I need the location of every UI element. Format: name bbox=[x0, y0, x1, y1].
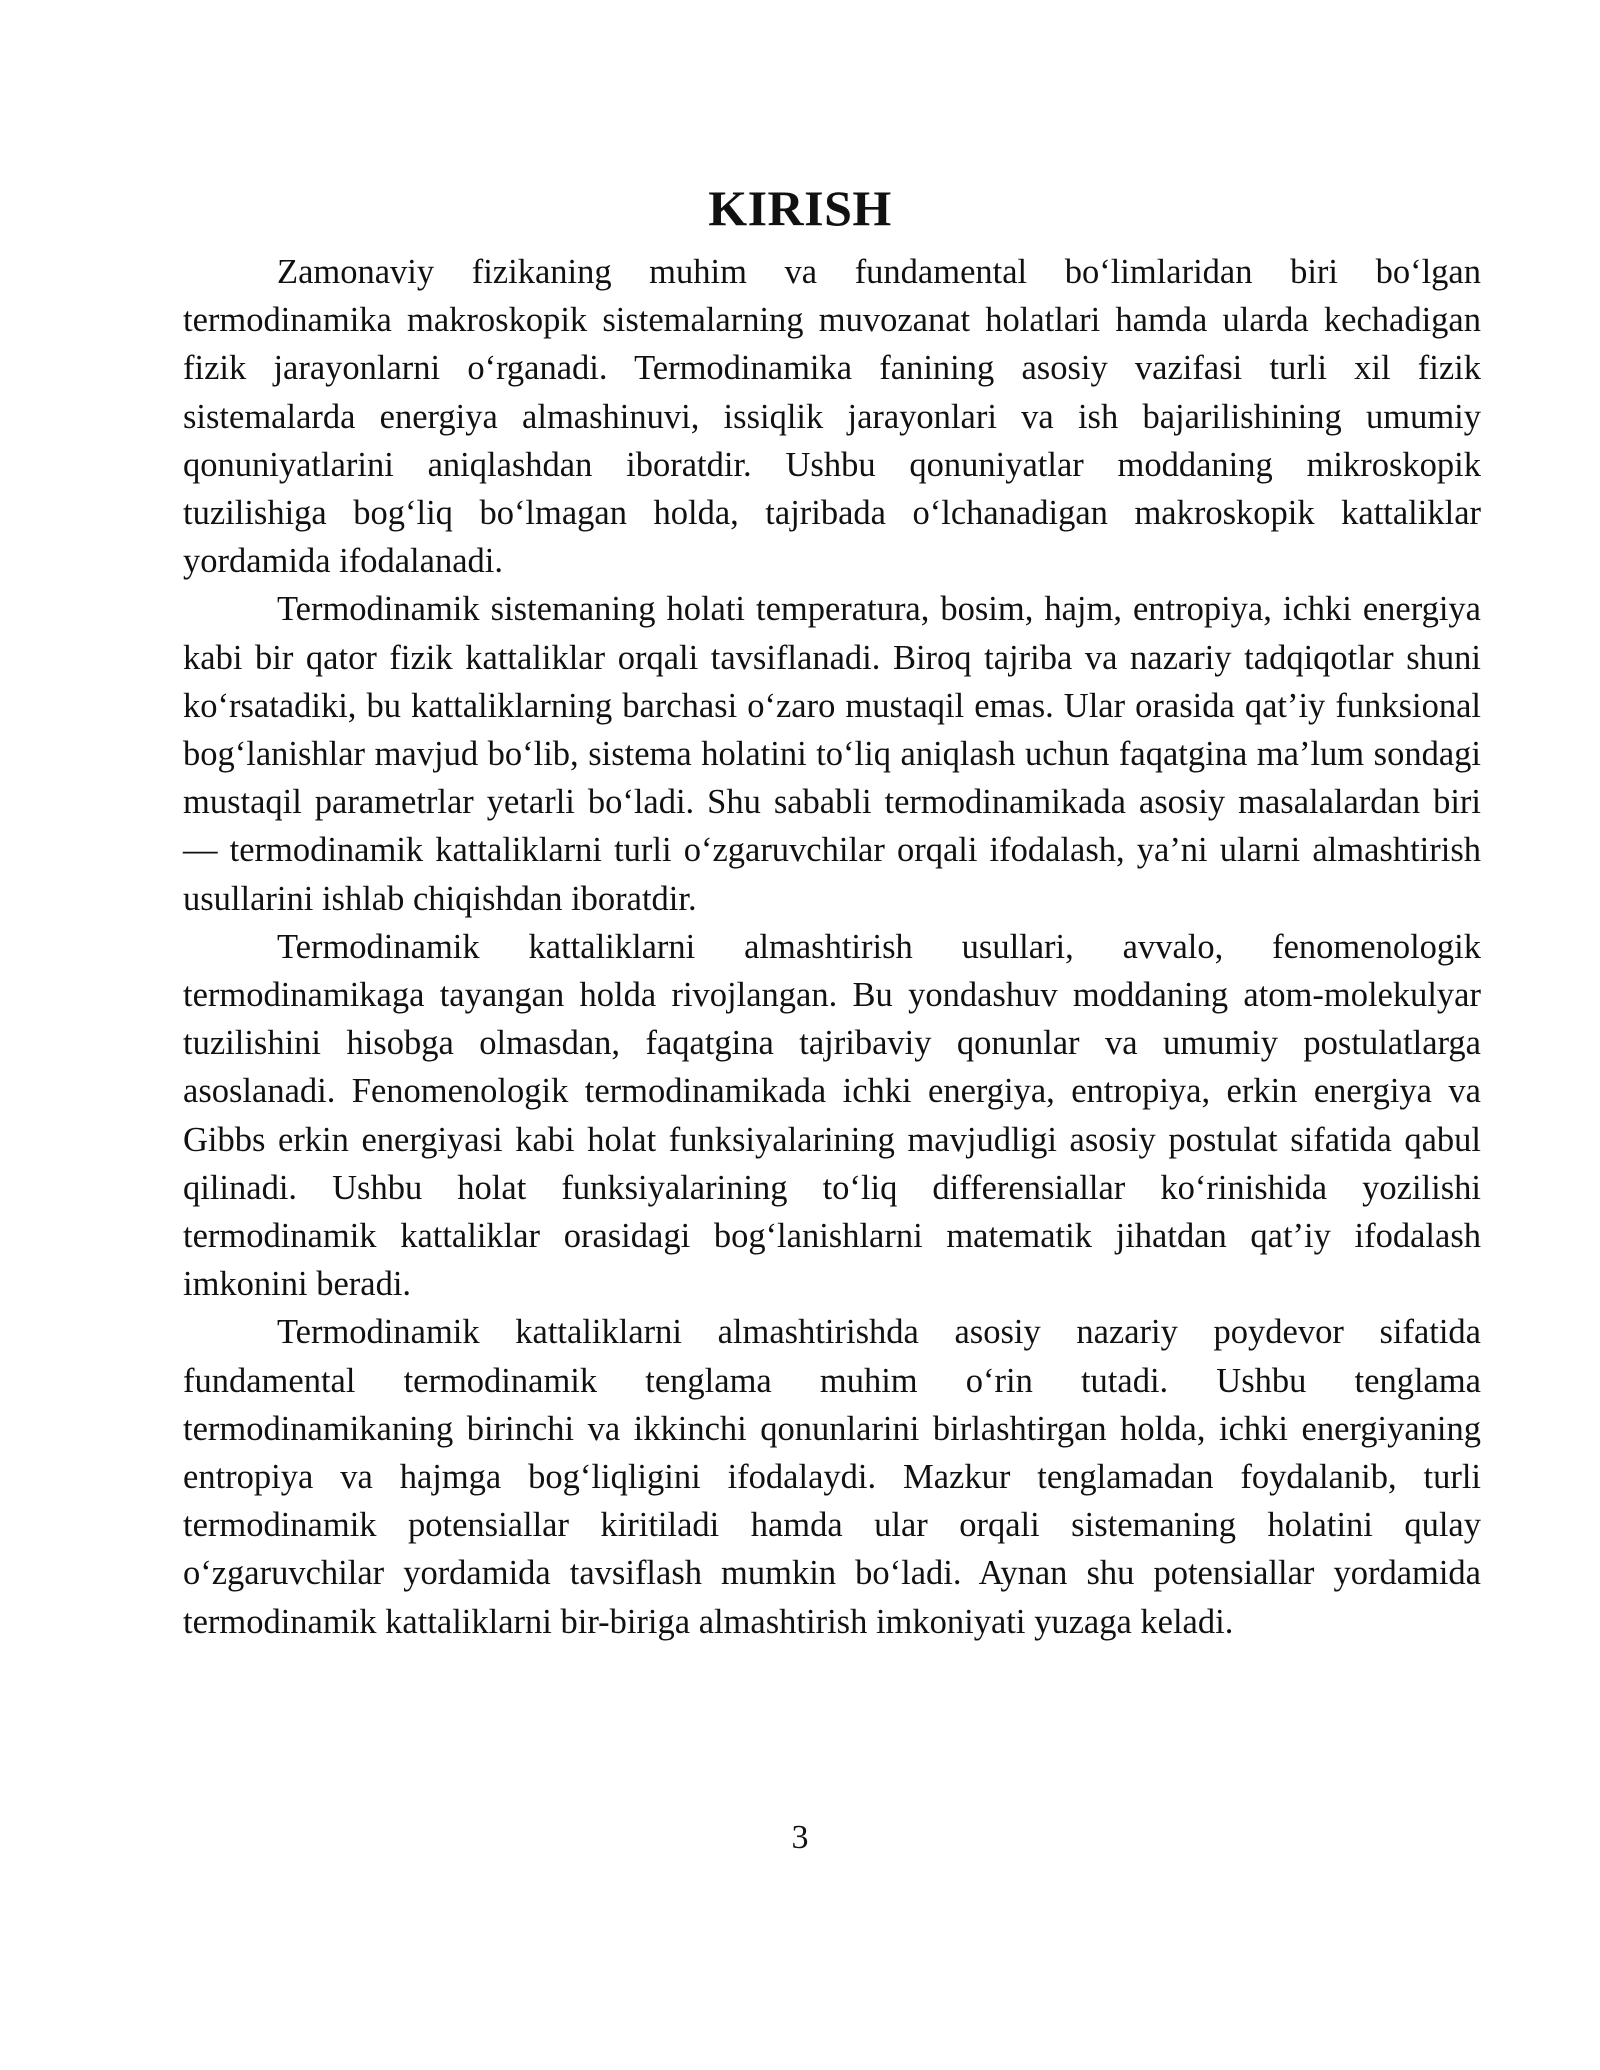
page-title: KIRISH bbox=[708, 180, 892, 236]
paragraph-1: Zamonaviy fizikaning muhim va fundamental bo‘limlaridan biri bo‘lgan termodinamika makroskopik sistemalarning muvozanat holatlari hamda ularda kechadigan fizik jarayonlarni o‘rganadi. Termodinamika fanining asosiy vazifasi turli xil fizik sistemalarda energiya almashinuvi, issiqlik jarayonlari va ish bajarilishining umumiy qonuniyatlarini aniqlashdan iboratdir. Ushbu qonuniyatlar moddaning mikroskopik tuzilishiga bog‘liq bo‘lmagan holda, tajribada o‘lchanadigan makroskopik kattaliklar yordamida ifodalanadi. bbox=[183, 253, 1481, 581]
body-text bbox=[183, 248, 1481, 1646]
page-number: 3 bbox=[791, 1819, 809, 1856]
paragraph-3: Termodinamik kattaliklarni almashtirish usullari, avvalo, fenomenologik termodinamikaga tayangan holda rivojlangan. Bu yondashuv moddaning atom-molekulyar tuzilishini hisobga olmasdan, faqatgina tajribaviy qonunlar va umumiy postulatlarga asoslanadi. Fenomenologik termodinamikada ichki energiya, entropiya, erkin energiya va Gibbs erkin energiyasi kabi holat funksiyalarining mavjudligi asosiy postulat sifatida qabul qilinadi. Ushbu holat funksiyalarining to‘liq differensiallar ko‘rinishida yozilishi termodinamik kattaliklar orasidagi bog‘lanishlarni matematik jihatdan qat’iy ifodalash imkonini beradi. bbox=[183, 927, 1481, 1304]
paragraph-4: Termodinamik kattaliklarni almashtirishda asosiy nazariy poydevor sifatida fundamental termodinamik tenglama muhim o‘rin tutadi. Ushbu tenglama termodinamikaning birinchi va ikkinchi qonunlarini birlashtirgan holda, ichki energiyaning entropiya va hajmga bog‘liqligini ifodalaydi. Mazkur tenglamadan foydalanib, turli termodinamik potensiallar kiritiladi hamda ular orqali sistemaning holatini qulay o‘zgaruvchilar yordamida tavsiflash mumkin bo‘ladi. Aynan shu potensiallar yordamida termodinamik kattaliklarni bir-biriga almashtirish imkoniyati yuzaga keladi. bbox=[183, 1313, 1481, 1641]
paragraph-2: Termodinamik sistemaning holati temperatura, bosim, hajm, entropiya, ichki energiya kabi bir qator fizik kattaliklar orqali tavsiflanadi. Biroq tajriba va nazariy tadqiqotlar shuni ko‘rsatadiki, bu kattaliklarning barchasi o‘zaro mustaqil emas. Ular orasida qat’iy funksional bog‘lanishlar mavjud bo‘lib, sistema holatini to‘liq aniqlash uchun faqatgina ma’lum sondagi mustaqil parametrlar yetarli bo‘ladi. Shu sababli termodinamikada asosiy masalalardan biri — termodinamik kattaliklarni turli o‘zgaruvchilar orqali ifodalash, ya’ni ularni almashtirish usullarini ishlab chiqishdan iboratdir. bbox=[183, 590, 1481, 918]
